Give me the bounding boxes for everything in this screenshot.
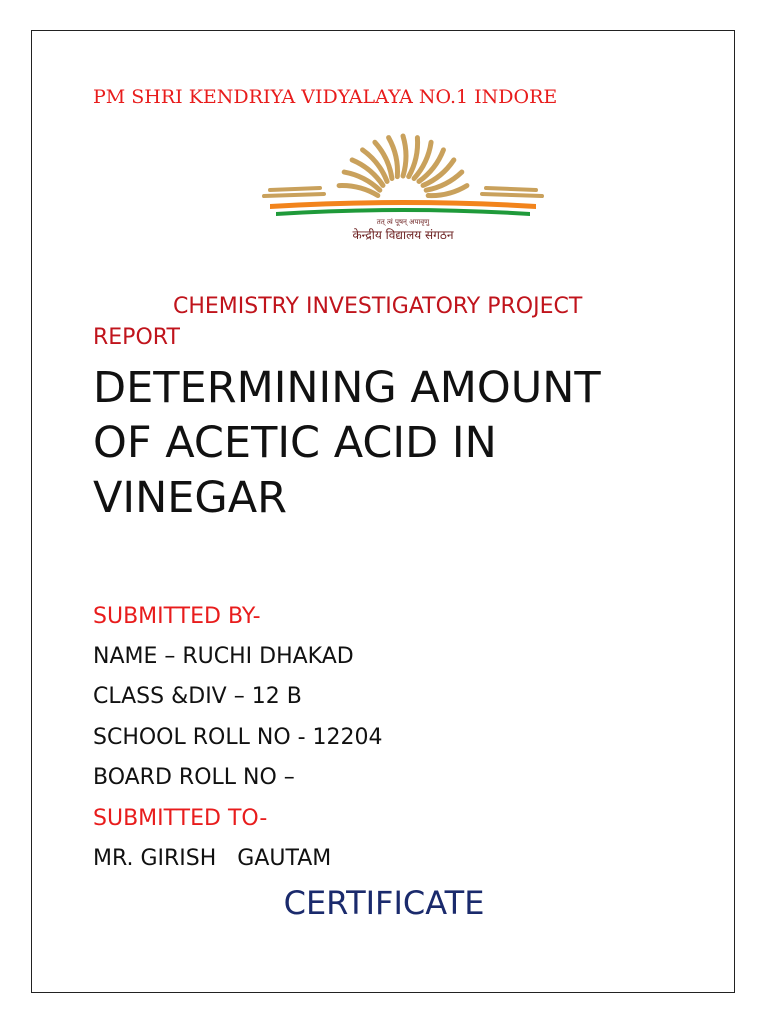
submitted-to-label: SUBMITTED TO- (93, 806, 268, 831)
logo-motto: तत् त्वं पूषन् अपावृणु (376, 218, 430, 226)
sun-ray (482, 194, 542, 196)
title-line-2: OF ACETIC ACID IN (93, 418, 497, 468)
sun-rays (264, 136, 542, 196)
school-roll-number: SCHOOL ROLL NO - 12204 (93, 725, 383, 750)
student-class: CLASS &DIV – 12 B (93, 684, 302, 709)
student-name: NAME – RUCHI DHAKAD (93, 644, 354, 669)
school-name: PM SHRI KENDRIYA VIDYALAYA NO.1 INDORE (93, 86, 558, 108)
project-heading-line-1: CHEMISTRY INVESTIGATORY PROJECT (173, 294, 583, 319)
sun-ray (270, 188, 320, 190)
saffron-stripe (270, 200, 536, 209)
green-stripe (276, 208, 530, 216)
title-line-3: VINEGAR (93, 473, 288, 523)
project-heading (93, 291, 693, 353)
title-line-1: DETERMINING AMOUNT (93, 363, 601, 413)
sun-ray (403, 136, 406, 176)
certificate-heading: CERTIFICATE (283, 884, 485, 922)
project-title (93, 361, 713, 526)
board-roll-number: BOARD ROLL NO – (93, 765, 295, 790)
kvs-logo-icon (262, 128, 544, 246)
logo-org-name: केन्द्रीय विद्यालय संगठन (352, 228, 454, 242)
teacher-name: MR. GIRISH GAUTAM (93, 846, 332, 871)
sun-ray (264, 194, 324, 196)
submitted-by-label: SUBMITTED BY- (93, 604, 261, 629)
sun-ray (339, 186, 378, 196)
sun-ray (409, 138, 418, 177)
sun-ray (486, 188, 536, 190)
project-heading-line-2: REPORT (93, 325, 180, 350)
